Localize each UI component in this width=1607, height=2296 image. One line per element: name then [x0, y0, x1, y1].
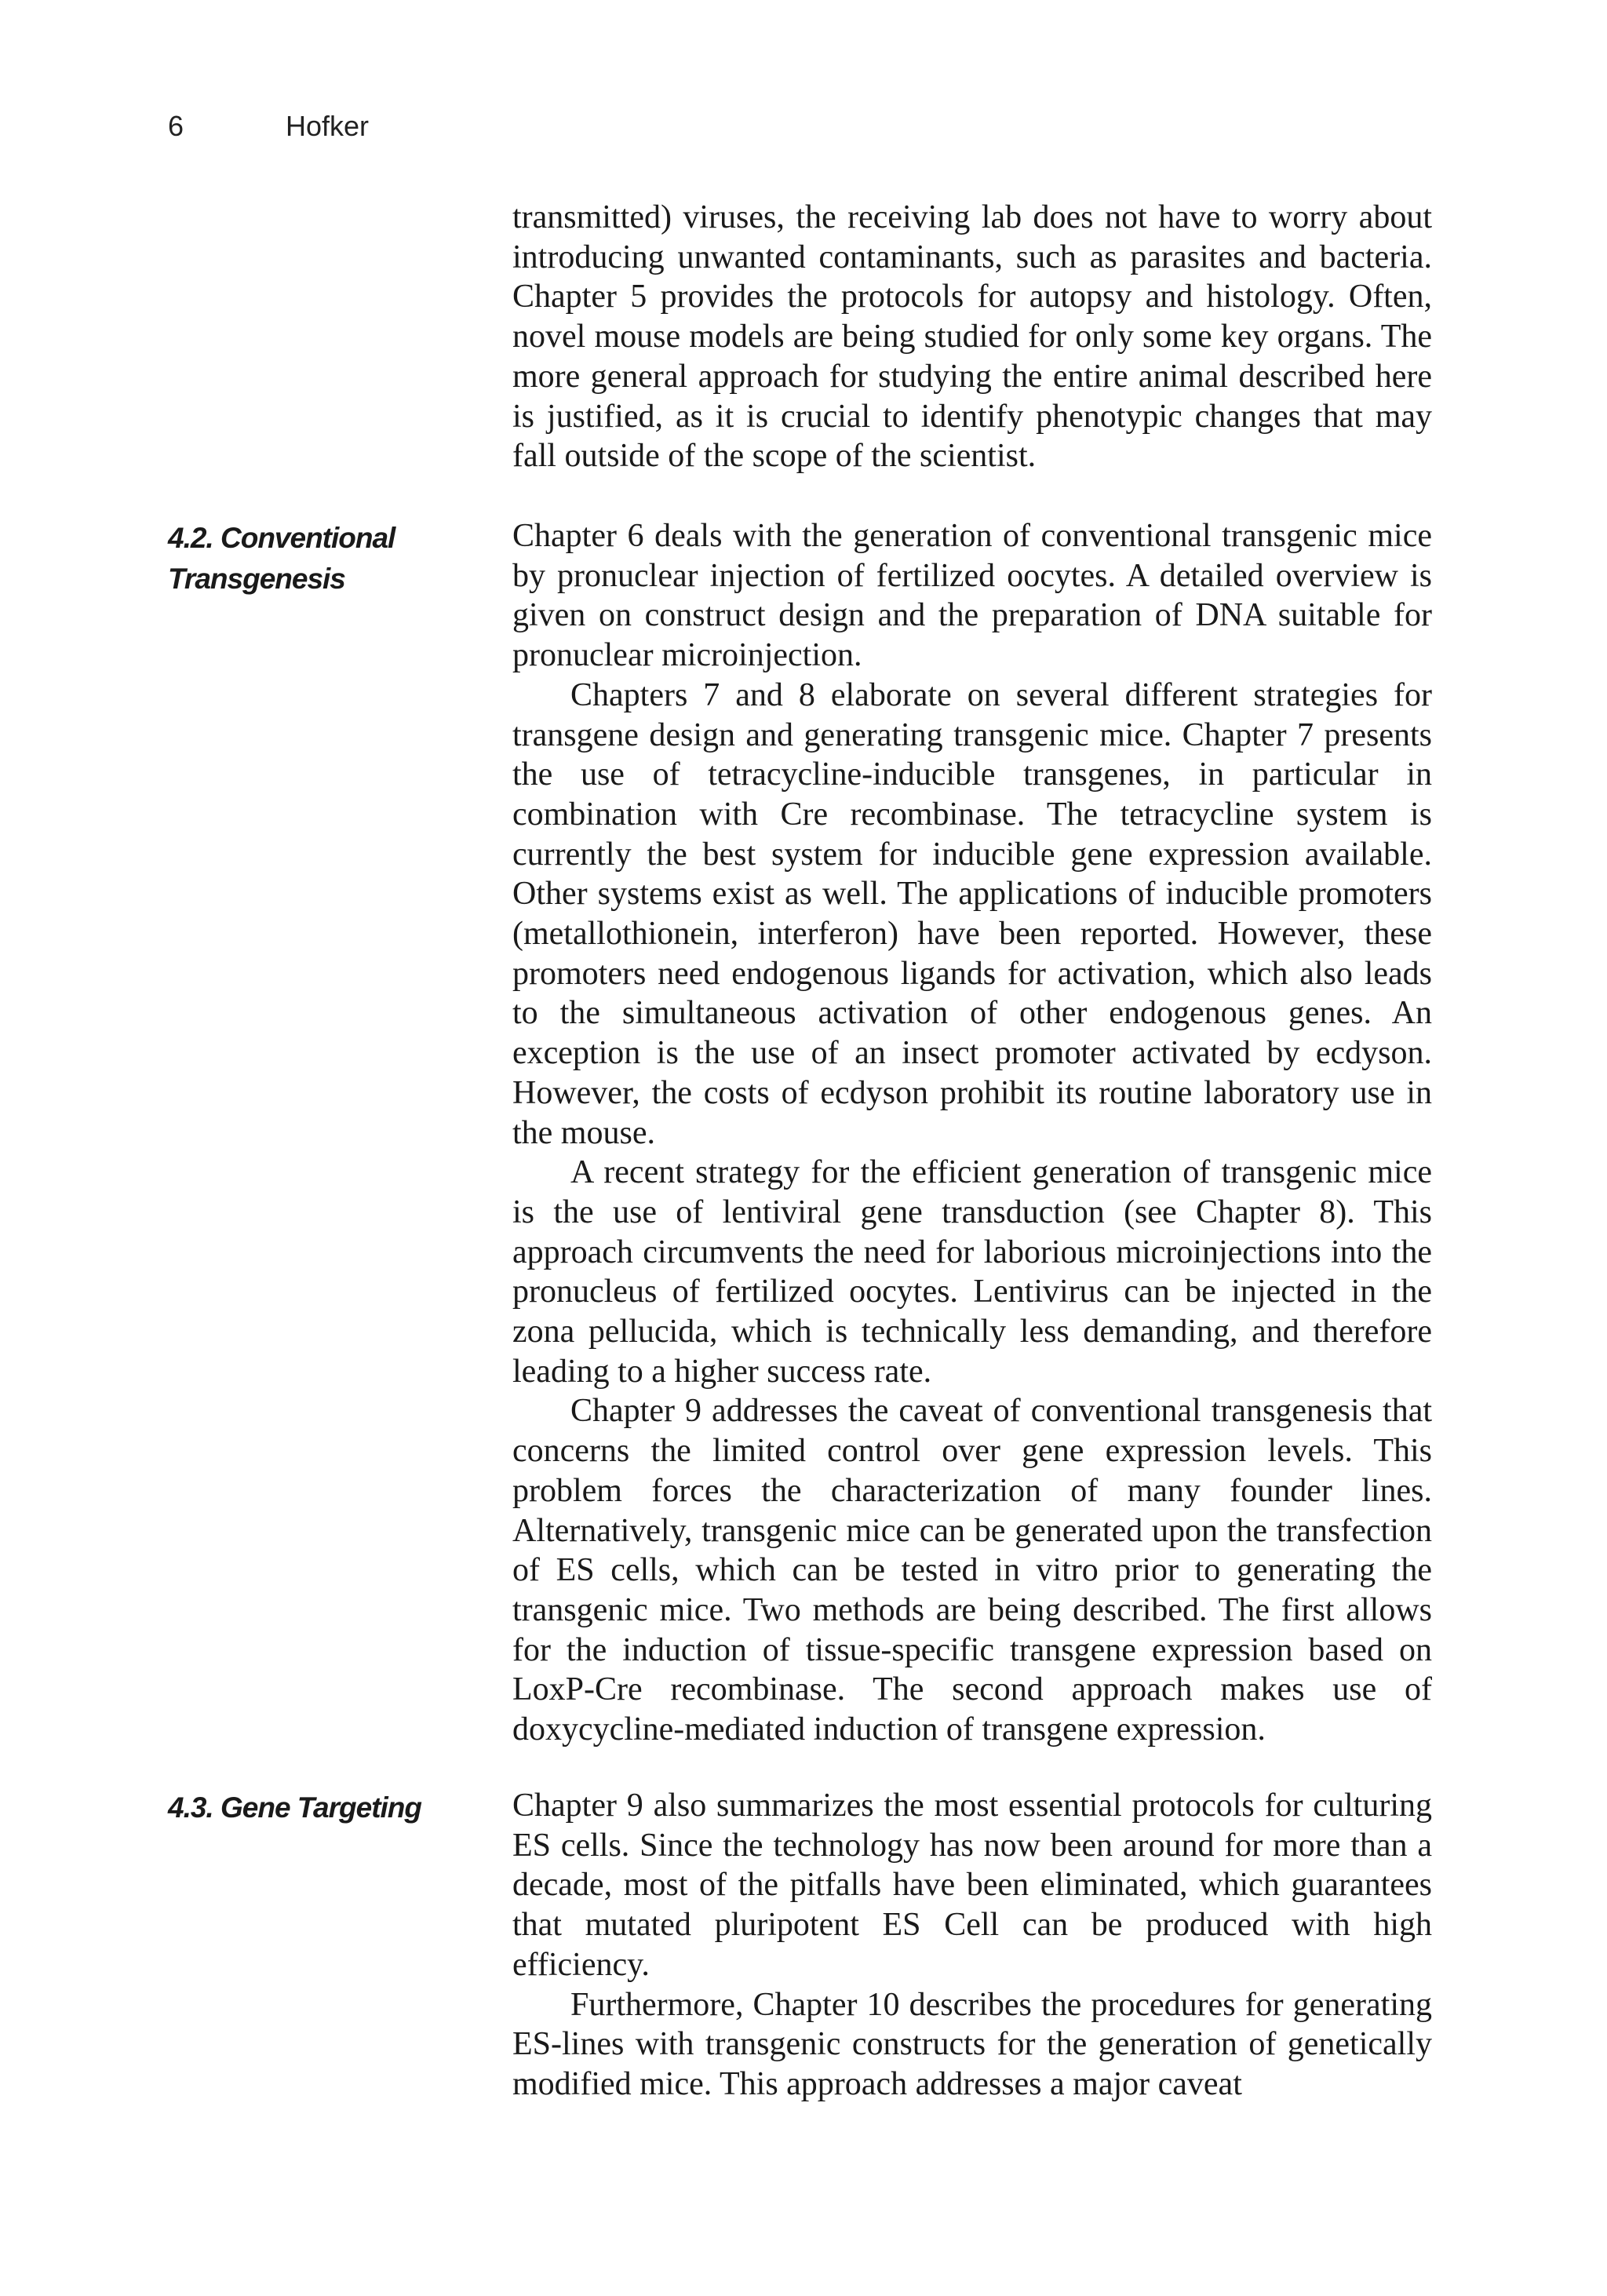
paragraph: Chapters 7 and 8 elaborate on several different strategies for transgene design and generating transgenic mice. Chapter 7 presents the use of tetracycline-inducible transgenes, in particular in combination with Cre recombinase. The tetracycline system is currently the best system for inducible gene expression available. Other systems exist as well. The applications of inducible promoters (metallothionein, interferon) have been reported. However, these promoters need endogenous ligands for activation, which also leads to the simultaneous activation of other endogenous genes. An exception is the use of an insect promoter activated by ecdyson. However, the costs of ecdyson prohibit its routine laboratory use in the mouse. [512, 676, 1432, 1151]
paragraph: Furthermore, Chapter 10 describes the procedures for generating ES-lines with transgenic constructs for the generation of genetically modified mice. This approach addresses a major caveat [512, 1986, 1432, 2102]
paragraph: A recent strategy for the efficient generation of transgenic mice is the use of lentiviral gene transduction (see Chapter 8). This approach circumvents the need for laborious microinjections into the pronucleus of fertilized oocytes. Lentivirus can be injected in the zona pellucida, which is technically less demanding, and therefore leading to a higher success rate. [512, 1154, 1432, 1390]
section-4-2-body [512, 516, 1432, 1750]
page-number: 6 [168, 110, 184, 142]
paragraph: Chapter 9 also summarizes the most essential protocols for culturing ES cells. Since the technology has now been around for more than a decade, most of the pitfalls have been eliminated, which guarantees that mutated pluripotent ES Cell can be produced with high efficiency. [512, 1788, 1432, 1983]
paragraph: Chapter 9 addresses the caveat of conventional transgenesis that concerns the limited control over gene expression levels. This problem forces the characterization of many founder lines. Alternatively, transgenic mice can be generated upon the transfection of ES cells, which can be tested in vitro prior to generating the transgenic mice. Two methods are being described. The first allows for the induction of tissue-specific transgene expression based on LoxP-Cre recombinase. The second approach makes use of doxycycline-mediated induction of transgene expression. [512, 1393, 1432, 1748]
continuation-text [512, 198, 1432, 476]
running-head [168, 110, 369, 143]
paragraph: Chapter 6 deals with the generation of conventional transgenic mice by pronuclear injection of fertilized oocytes. A detailed overview is given on construct design and the preparation of DNA suitable for pronuclear microinjection. [512, 518, 1432, 674]
section-heading-4-3: 4.3. Gene Targeting [168, 1791, 421, 1824]
paragraph: transmitted) viruses, the receiving lab does not have to worry about introducing unwanted contaminants, such as parasites and bacteria. Chapter 5 provides the protocols for autopsy and histology. Often, novel mouse models are being studied for only some key organs. The more general approach for studying the entire animal described here is justified, as it is crucial to identify phenotypic changes that may fall outside of the scope of the scientist. [512, 199, 1432, 475]
section-4-3-body [512, 1786, 1432, 2105]
section-heading-4-2: 4.2. Conventional Transgenesis [168, 522, 395, 595]
running-head-author: Hofker [286, 110, 370, 142]
